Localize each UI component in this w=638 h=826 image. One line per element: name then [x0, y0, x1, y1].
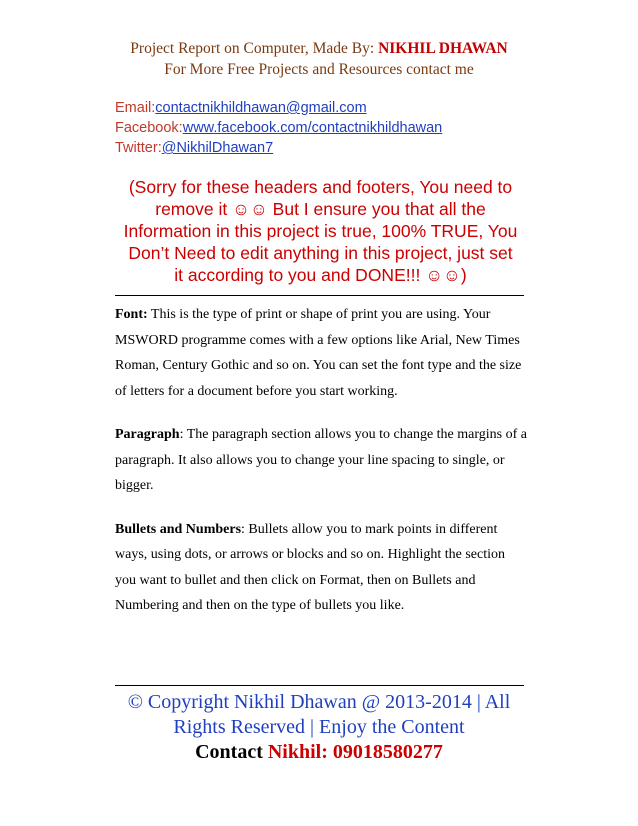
notice-line: Information in this project is true, 100% TRUE, You — [123, 221, 518, 241]
twitter-label: Twitter: — [115, 140, 162, 156]
footer-contact-value: Nikhil: 09018580277 — [267, 741, 443, 763]
header-line-1 — [113, 38, 525, 59]
section-text: : Bullets allow you to mark points in different ways, using dots, or arrows or blocks and so on. Highlight the section you want to bullet and then click on Format, then on Bullets and Numbering and then on the type of bullets you like. — [115, 521, 506, 613]
footer-contact — [113, 740, 525, 765]
section-bullets — [115, 517, 527, 619]
footer-copyright-line-1: © Copyright Nikhil Dhawan @ 2013-2014 | All — [127, 691, 511, 713]
top-divider — [115, 295, 524, 296]
section-title: Bullets and Numbers — [115, 521, 242, 537]
notice-line: remove it ☺☺ But I ensure you that all the — [155, 199, 486, 219]
section-text: : The paragraph section allows you to change the margins of a paragraph. It also allows you to change your line spacing to single, or bigger. — [115, 427, 527, 493]
twitter-link[interactable]: @NikhilDhawan7 — [161, 140, 274, 156]
section-paragraph — [115, 422, 527, 499]
page-footer — [113, 690, 525, 765]
notice-line: Don’t Need to edit anything in this project, just set — [128, 243, 513, 263]
bottom-divider — [115, 685, 524, 686]
body-text — [115, 302, 527, 637]
notice-line: (Sorry for these headers and footers, You need to — [128, 177, 513, 197]
page-header — [113, 38, 525, 80]
email-link[interactable]: contactnikhildhawan@gmail.com — [155, 100, 367, 116]
header-line-2: For More Free Projects and Resources contact me — [164, 61, 474, 78]
section-title: Font: — [115, 307, 148, 322]
twitter-row — [115, 138, 442, 158]
email-label: Email: — [115, 100, 156, 116]
section-title: Paragraph — [115, 427, 180, 442]
facebook-link[interactable]: www.facebook.com/contactnikhildhawan — [182, 120, 443, 136]
notice-block — [113, 176, 528, 286]
section-font — [115, 302, 527, 404]
contact-block — [115, 98, 442, 158]
email-row — [115, 98, 442, 118]
facebook-row — [115, 118, 442, 138]
header-prefix: Project Report on Computer, Made By: — [130, 40, 375, 57]
facebook-label: Facebook: — [115, 120, 183, 136]
header-author: NIKHIL DHAWAN — [378, 40, 508, 57]
footer-copyright-line-2: Rights Reserved | Enjoy the Content — [173, 716, 465, 738]
section-text: This is the type of print or shape of print you are using. Your MSWORD programme comes with a few options like Arial, New Times Roman, Century Gothic and so on. You can set the font type and the size of letters for a document before you start working. — [115, 307, 522, 399]
footer-contact-label: Contact — [195, 741, 263, 763]
notice-line: it according to you and DONE!!! ☺☺) — [174, 265, 467, 285]
